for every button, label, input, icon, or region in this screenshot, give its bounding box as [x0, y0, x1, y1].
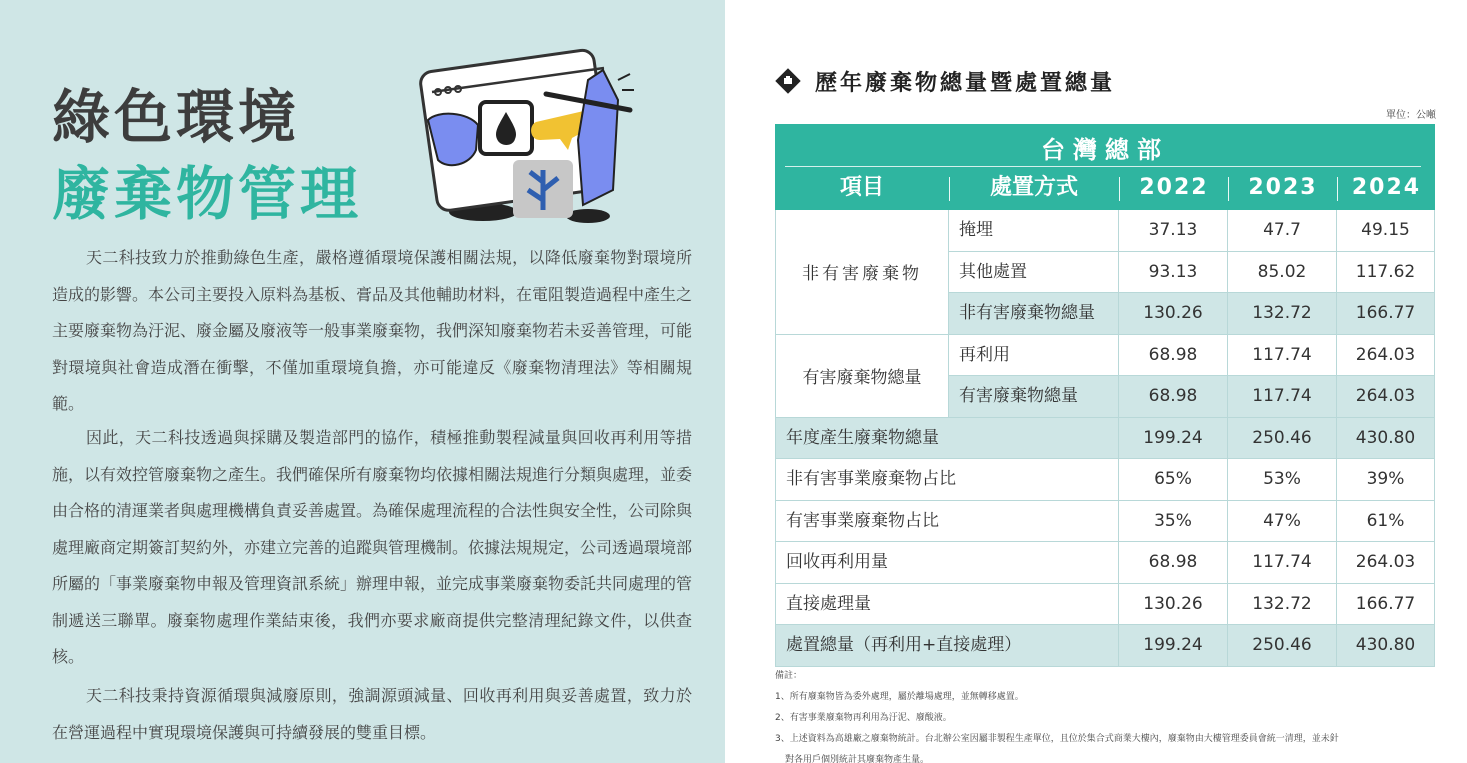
method-cell: 掩埋: [949, 210, 1119, 252]
header-method: 處置方式: [989, 175, 1078, 200]
value-cell: 68.98: [1119, 376, 1228, 418]
notes-title: 備註：: [775, 671, 803, 681]
table-notes: [775, 666, 1440, 763]
summary-label: 回收再利用量: [775, 542, 1119, 584]
value-cell: 250.46: [1228, 625, 1337, 667]
value-cell: 166.77: [1337, 293, 1435, 335]
value-cell: 430.80: [1337, 418, 1435, 460]
value-cell: 85.02: [1228, 252, 1337, 294]
group-hazardous-label: 有害廢棄物總量: [802, 368, 922, 388]
summary-label: 處置總量（再利用+直接處理）: [775, 625, 1119, 667]
value-cell: 430.80: [1337, 625, 1435, 667]
value-cell: 65%: [1119, 459, 1228, 501]
value-cell: 117.74: [1228, 542, 1337, 584]
header-year-2024: 2024: [1351, 175, 1422, 200]
table-row: [775, 542, 1435, 584]
value-cell: 117.74: [1228, 376, 1337, 418]
value-cell: 117.62: [1337, 252, 1435, 294]
table-row: [775, 293, 1435, 335]
value-cell: 132.72: [1228, 584, 1337, 626]
value-cell: 132.72: [1228, 293, 1337, 335]
summary-label: 直接處理量: [775, 584, 1119, 626]
note-1: 1、所有廢棄物皆為委外處理，屬於離場處理，並無轉移處置。: [775, 692, 1024, 702]
value-cell: 93.13: [1119, 252, 1228, 294]
method-cell: 再利用: [949, 335, 1119, 377]
value-cell: 117.74: [1228, 335, 1337, 377]
header-item: 項目: [839, 175, 884, 200]
table-header: [775, 124, 1435, 210]
value-cell: 37.13: [1119, 210, 1228, 252]
table-row: [775, 252, 1435, 294]
value-cell: 35%: [1119, 501, 1228, 543]
page-subtitle: 廢棄物管理: [52, 160, 363, 228]
table-row: [775, 376, 1435, 418]
summary-label: 有害事業廢棄物占比: [775, 501, 1119, 543]
table-row: [775, 418, 1435, 460]
method-cell: 有害廢棄物總量: [949, 376, 1119, 418]
value-cell: 264.03: [1337, 542, 1435, 584]
table-row: [775, 459, 1435, 501]
summary-label: 年度產生廢棄物總量: [775, 418, 1119, 460]
table-row: [775, 335, 1435, 377]
note-3: 3、上述資料為高雄廠之廢棄物統計。台北辦公室因屬非製程生產單位，且位於集合式商業大樓內，廢棄物由大樓管理委員會統一清理，並未針: [775, 734, 1339, 744]
value-cell: 68.98: [1119, 542, 1228, 584]
note-2: 2、有害事業廢棄物再利用為汙泥、廢酸液。: [775, 713, 952, 723]
value-cell: 130.26: [1119, 584, 1228, 626]
process-paragraph: 因此，天二科技透過與採購及製造部門的協作，積極推動製程減量與回收再利用等措施，以有效控管廢棄物之產生。我們確保所有廢棄物均依據相關法規進行分類與處理，並委由合格的清運業者與處理機構負責妥善處置。為確保處理流程的合法性與安全性，公司除與處理廠商定期簽訂契約外，亦建立完善的追蹤與管理機制。依據法規規定，公司透過環境部所屬的「事業廢棄物申報及管理資訊系統」辦理申報，並完成事業廢棄物委託共同處理的管制遞送三聯單。廢棄物處理作業結束後，我們亦要求廠商提供完整清理紀錄文件，以供查核。: [52, 428, 693, 666]
method-cell: 非有害廢棄物總量: [949, 293, 1119, 335]
table-row: [775, 210, 1435, 252]
value-cell: 47%: [1228, 501, 1337, 543]
value-cell: 68.98: [1119, 335, 1228, 377]
unit-label: 單位：公噸: [1386, 110, 1436, 121]
section-title: 歷年廢棄物總量暨處置總量: [815, 71, 1116, 96]
value-cell: 49.15: [1337, 210, 1435, 252]
value-cell: 250.46: [1228, 418, 1337, 460]
value-cell: 61%: [1337, 501, 1435, 543]
closing-paragraph: 天二科技秉持資源循環與減廢原則，強調源頭減量、回收再利用與妥善處置，致力於在營運過程中實現環境保護與可持續發展的雙重目標。: [52, 686, 692, 742]
recycling-illustration-icon: [418, 40, 638, 230]
summary-label: 非有害事業廢棄物占比: [775, 459, 1119, 501]
table-row: [775, 501, 1435, 543]
value-cell: 39%: [1337, 459, 1435, 501]
table-row: [775, 584, 1435, 626]
value-cell: 264.03: [1337, 376, 1435, 418]
value-cell: 47.7: [1228, 210, 1337, 252]
table-title: 台灣總部: [1041, 136, 1169, 164]
value-cell: 199.24: [1119, 625, 1228, 667]
table-row: [775, 625, 1435, 667]
page-title: 綠色環境: [52, 83, 301, 151]
intro-paragraph: 天二科技致力於推動綠色生產，嚴格遵循環境保護相關法規，以降低廢棄物對環境所造成的影響。本公司主要投入原料為基板、膏品及其他輔助材料，在電阻製造過程中產生之主要廢棄物為汙泥、廢金屬及廢液等一般事業廢棄物，我們深知廢棄物若未妥善管理，可能對環境與社會造成潛在衝擊，不僅加重環境負擔，亦可能違反《廢棄物清理法》等相關規範。: [52, 248, 693, 413]
header-divider: [785, 166, 1421, 167]
header-year-2022: 2022: [1139, 175, 1209, 200]
value-cell: 53%: [1228, 459, 1337, 501]
value-cell: 264.03: [1337, 335, 1435, 377]
group-non-hazardous-label: 非有害廢棄物: [802, 264, 922, 285]
value-cell: 130.26: [1119, 293, 1228, 335]
value-cell: 199.24: [1119, 418, 1228, 460]
header-year-2023: 2023: [1248, 175, 1318, 200]
note-3-continued: 對各用戶個別統計其廢棄物產生量。: [785, 755, 930, 763]
section-bullet-icon: [775, 68, 801, 94]
method-cell: 其他處置: [949, 252, 1119, 294]
value-cell: 166.77: [1337, 584, 1435, 626]
